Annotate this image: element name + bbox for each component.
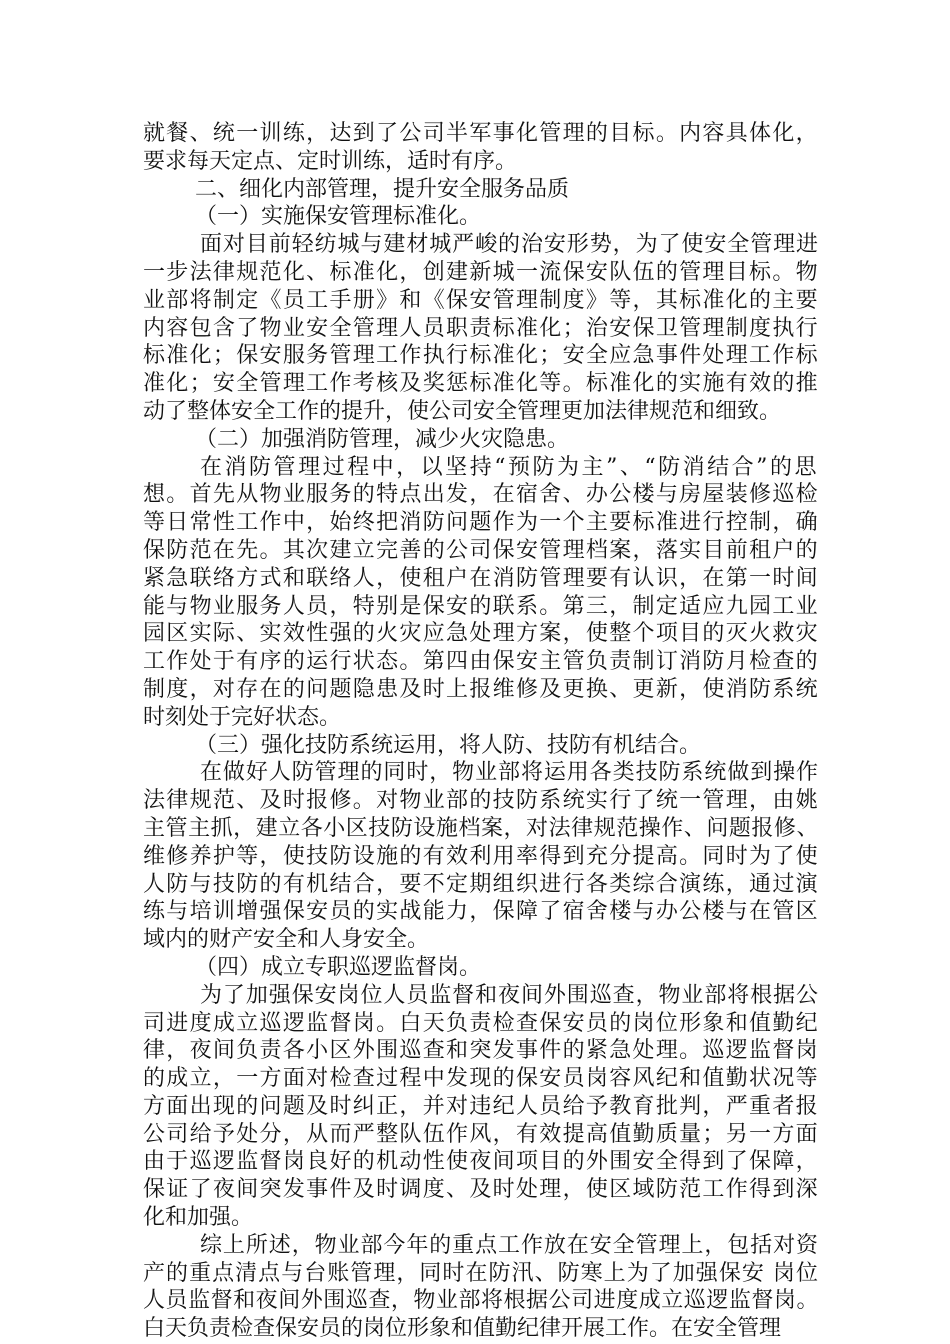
text-line: 等日常性工作中，始终把消防问题作为一个主要标准进行控制，确 (143, 510, 819, 536)
text-line: 人员监督和夜间外围巡查，物业部将根据公司进度成立巡逻监督岗。 (143, 1288, 819, 1314)
text-line: 面对目前轻纺城与建材城严峻的治安形势，为了使安全管理进 (200, 232, 819, 258)
text-line: （一）实施保安管理标准化。 (195, 204, 482, 230)
text-line: 准化；安全管理工作考核及奖惩标准化等。标准化的实施有效的推 (143, 371, 819, 397)
body-text (143, 120, 819, 1343)
text-line: 为了加强保安岗位人员监督和夜间外围巡查，物业部将根据公 (200, 982, 819, 1008)
text-line: 保防范在先。其次建立完善的公司保安管理档案，落实目前租户的 (143, 537, 819, 563)
text-line: 紧急联络方式和联络人，使租户在消防管理要有认识，在第一时间 (143, 565, 819, 591)
text-line: 法律规范、及时报修。对物业部的技防系统实行了统一管理，由姚 (143, 788, 819, 814)
text-line: 域内的财产安全和人身安全。 (143, 927, 430, 953)
text-line: 就餐、统一训练，达到了公司半军事化管理的目标。内容具体化， (143, 121, 819, 146)
text-line: 业部将制定《员工手册》和《保安管理制度》等，其标准化的主要 (143, 287, 819, 313)
text-line: 练与培训增强保安员的实战能力，保障了宿舍楼与办公楼与在管区 (143, 899, 819, 925)
text-line: （二）加强消防管理，减少火灾隐患。 (195, 426, 570, 452)
text-line: 由于巡逻监督岗良好的机动性使夜间项目的外围安全得到了保障， (143, 1149, 819, 1175)
text-line: 要求每天定点、定时训练，适时有序。 (143, 148, 518, 174)
text-line: 维修养护等，使技防设施的有效利用率得到充分提高。同时为了使 (143, 843, 819, 869)
text-line: 综上所述，物业部今年的重点工作放在安全管理上，包括对资 (200, 1232, 819, 1258)
text-line: 司进度成立巡逻监督岗。白天负责检查保安员的岗位形象和值勤纪 (143, 1010, 819, 1036)
text-line: 内容包含了物业安全管理人员职责标准化；治安保卫管理制度执行 (143, 315, 819, 341)
text-line: 园区实际、实效性强的火灾应急处理方案，使整个项目的灭火救灾 (143, 621, 819, 647)
text-line: （三）强化技防系统运用，将人防、技防有机结合。 (195, 732, 702, 758)
text-line: 想。首先从物业服务的特点出发，在宿舍、办公楼与房屋装修巡检 (143, 482, 819, 508)
text-line: 制度，对存在的问题隐患及时上报维修及更换、更新，使消防系统 (143, 676, 819, 702)
text-line: 的成立，一方面对检查过程中发现的保安员岗容风纪和值勤状况等 (143, 1066, 819, 1092)
text-line: 产的重点清点与台账管理，同时在防汛、防寒上为了加强保安 岗位 (143, 1260, 819, 1286)
text-line: 白天负责检查保安员的岗位形象和值勤纪律开展工作。在安全管理 (143, 1316, 782, 1342)
text-line: 时刻处于完好状态。 (143, 704, 342, 730)
text-line: 一步法律规范化、标准化，创建新城一流保安队伍的管理目标。物 (143, 259, 819, 285)
text-line: 人防与技防的有机结合，要不定期组织进行各类综合演练，通过演 (143, 871, 819, 897)
text-line: 主管主抓，建立各小区技防设施档案，对法律规范操作、问题报修、 (143, 815, 819, 841)
text-line: 方面出现的问题及时纠正，并对违纪人员给予教育批判，严重者报 (143, 1093, 819, 1119)
text-line: （四）成立专职巡逻监督岗。 (195, 954, 482, 980)
text-line: 能与物业服务人员，特别是保安的联系。第三，制定适应九园工业 (143, 593, 819, 619)
text-line: 二、细化内部管理，提升安全服务品质 (195, 176, 570, 202)
text-line: 标准化；保安服务管理工作执行标准化；安全应急事件处理工作标 (143, 343, 819, 369)
text-line: 工作处于有序的运行状态。第四由保安主管负责制订消防月检查的 (143, 649, 819, 675)
text-line: 律，夜间负责各小区外围巡查和突发事件的紧急处理。巡逻监督岗 (143, 1038, 819, 1064)
text-line: 动了整体安全工作的提升，使公司安全管理更加法律规范和细致。 (143, 398, 782, 424)
text-line: 化和加强。 (143, 1205, 254, 1231)
text-line: 在消防管理过程中，以坚持“预防为主”、“防消结合”的思 (200, 454, 819, 480)
text-line: 在做好人防管理的同时，物业部将运用各类技防系统做到操作 (200, 760, 819, 786)
text-line: 保证了夜间突发事件及时调度、及时处理，使区域防范工作得到深 (143, 1177, 819, 1203)
text-line: 公司给予处分，从而严整队伍作风，有效提高值勤质量；另一方面 (143, 1121, 819, 1147)
